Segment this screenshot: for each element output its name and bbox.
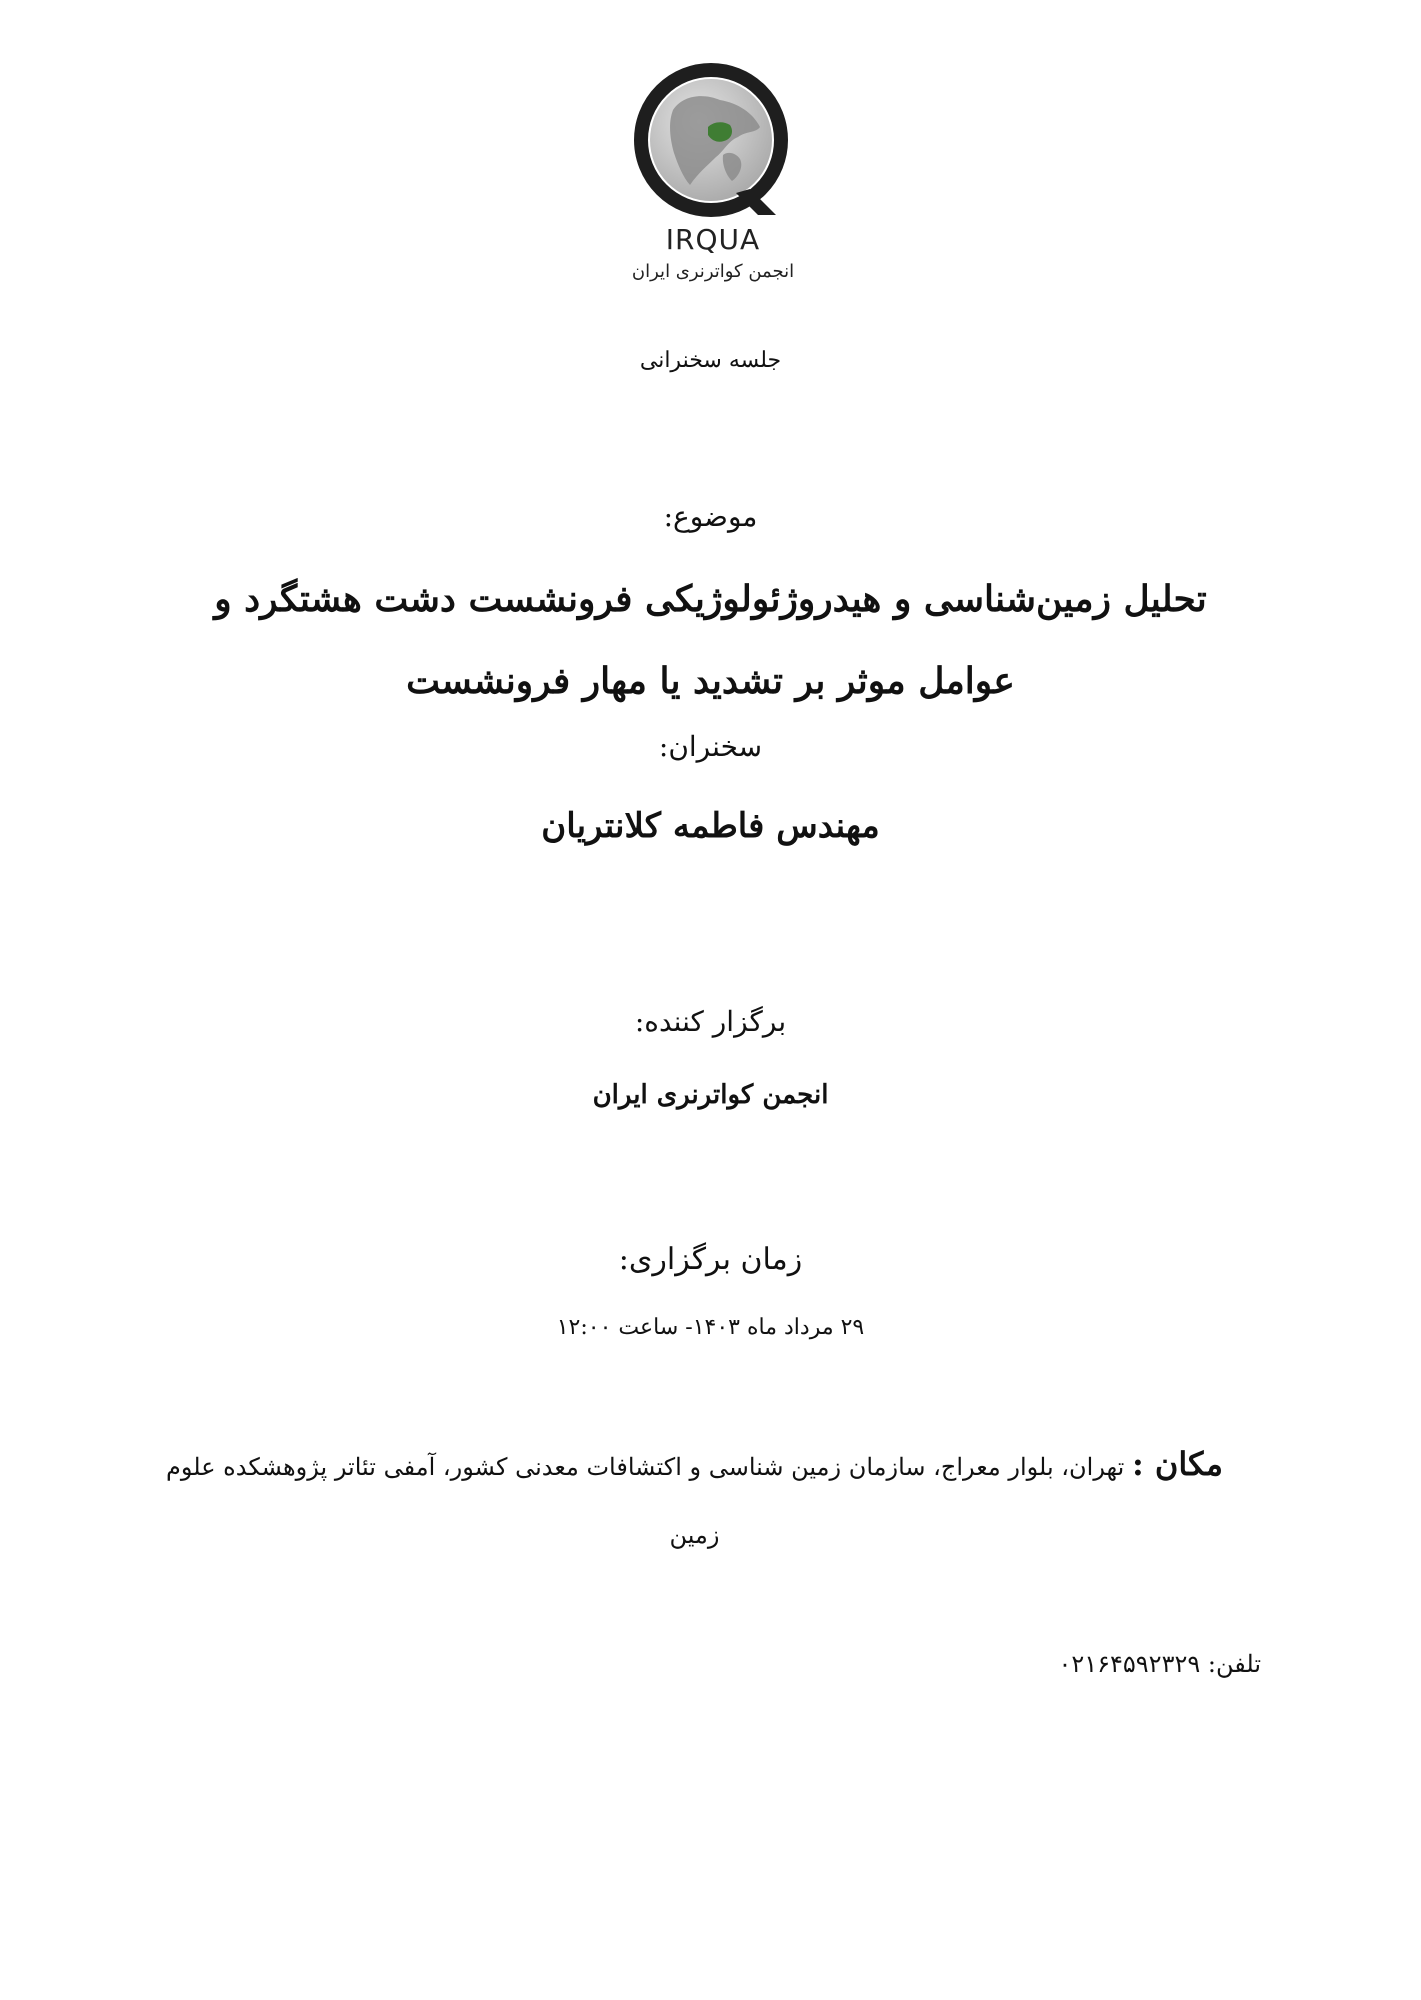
organizer-label: برگزار کننده: xyxy=(634,1005,787,1038)
subject-label: موضوع: xyxy=(663,500,758,533)
organizer-name: انجمن کواترنری ایران xyxy=(592,1080,829,1110)
venue-block xyxy=(150,1430,1239,1569)
venue-label: مکان : xyxy=(1131,1445,1223,1483)
globe-q-icon xyxy=(628,55,798,230)
session-type: جلسه سخنرانی xyxy=(639,348,782,373)
event-datetime: ۲۹ مرداد ماه ۱۴۰۳- ساعت ۱۲:۰۰ xyxy=(556,1315,865,1340)
irqua-logo xyxy=(628,55,798,295)
speakers-label: سخنران: xyxy=(658,730,763,763)
logo-subtitle: انجمن کواترنری ایران xyxy=(631,261,795,282)
phone-label: تلفن: xyxy=(1207,1650,1261,1678)
time-label: زمان برگزاری: xyxy=(618,1242,803,1277)
speaker-name: مهندس فاطمه کلانتریان xyxy=(541,806,880,846)
phone-block xyxy=(1058,1650,1261,1678)
talk-title-line-2: عوامل موثر بر تشدید یا مهار فرونشست xyxy=(406,660,1015,702)
phone-number: ۰۲۱۶۴۵۹۲۳۲۹ xyxy=(1058,1650,1201,1678)
logo-name: IRQUA xyxy=(665,223,761,256)
venue-address: تهران، بلوار معراج، سازمان زمین شناسی و اکتشافات معدنی کشور، آمفی تئاتر پژوهشکده علوم زمین xyxy=(166,1453,1125,1549)
talk-title-line-1: تحلیل زمین‌شناسی و هیدروژئولوژیکی فرونشست دشت هشتگرد و xyxy=(214,578,1207,620)
